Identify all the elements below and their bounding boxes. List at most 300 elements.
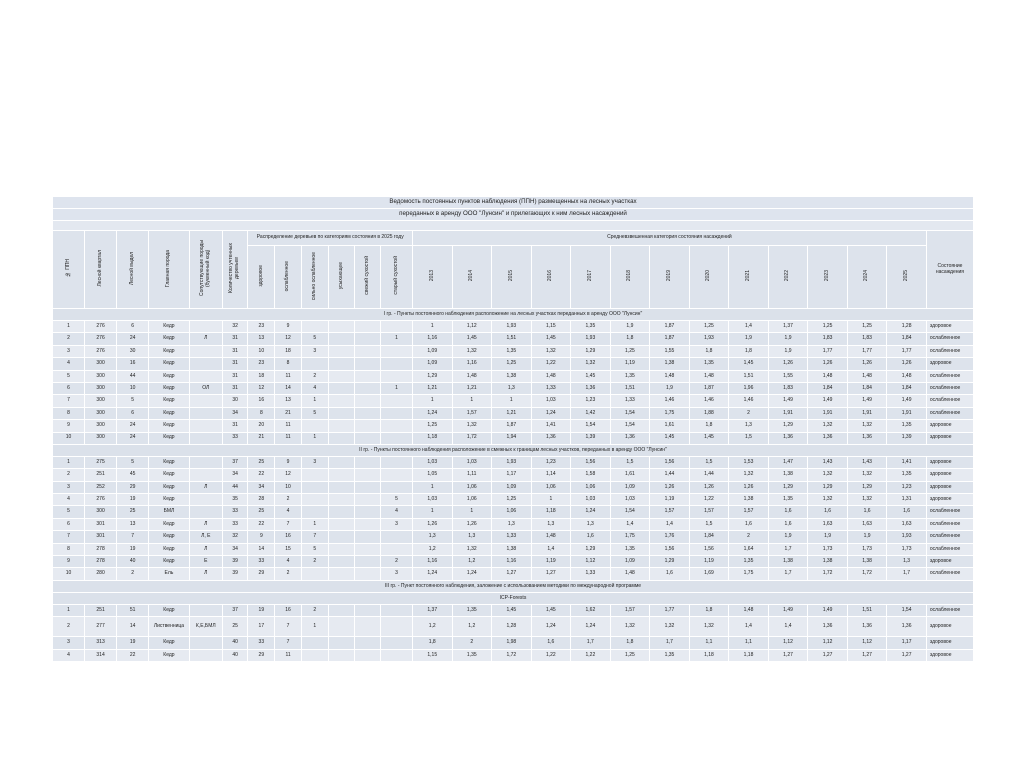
table-cell: [189, 456, 222, 468]
table-cell: 1,48: [452, 370, 492, 382]
table-cell: 1,3: [729, 420, 769, 432]
table-cell: 34: [248, 481, 275, 493]
table-cell: 314: [85, 649, 117, 661]
table-cell: 276: [85, 321, 117, 333]
table-cell: 33: [222, 518, 248, 530]
table-cell: 1,1: [729, 637, 769, 649]
table-cell: 1,09: [610, 556, 650, 568]
table-cell: 1,48: [689, 370, 729, 382]
table-cell: 1,83: [847, 333, 887, 345]
table-cell: 1,1: [689, 637, 729, 649]
table-cell: 4: [53, 358, 85, 370]
table-cell: [189, 506, 222, 518]
table-cell: ослабленное: [926, 531, 973, 543]
table-cell: 1,29: [571, 345, 611, 357]
table-cell: 1,24: [531, 617, 571, 637]
table-cell: 1,73: [847, 543, 887, 555]
table-cell: [189, 469, 222, 481]
table-cell: 1,06: [571, 481, 611, 493]
table-cell: 1,54: [610, 420, 650, 432]
table-cell: 1,47: [768, 456, 808, 468]
table-cell: 1,7: [887, 568, 927, 580]
table-cell: 1,94: [492, 432, 532, 444]
table-cell: 1,39: [571, 432, 611, 444]
table-cell: 301: [85, 518, 117, 530]
table-cell: 1,54: [610, 407, 650, 419]
table-cell: здоровое: [926, 358, 973, 370]
table-cell: 252: [85, 481, 117, 493]
table-cell: 1,36: [531, 432, 571, 444]
table-cell: 1,15: [412, 649, 452, 661]
table-cell: 1,06: [452, 494, 492, 506]
table-cell: здоровое: [926, 637, 973, 649]
header-year: 2025: [887, 246, 927, 309]
table-row: [53, 518, 974, 530]
table-cell: [189, 345, 222, 357]
table-cell: 1,46: [729, 395, 769, 407]
table-cell: 1,33: [492, 531, 532, 543]
table-cell: 1,24: [571, 617, 611, 637]
table-cell: 1,58: [571, 469, 611, 481]
table-cell: 1,63: [847, 518, 887, 530]
table-cell: [328, 321, 355, 333]
table-cell: 1,8: [689, 420, 729, 432]
table-cell: ослабленное: [926, 543, 973, 555]
table-cell: [355, 456, 381, 468]
table-cell: 7: [301, 531, 328, 543]
table-cell: Кедр: [149, 395, 190, 407]
table-cell: 13: [117, 518, 149, 530]
table-cell: 1,37: [412, 604, 452, 616]
table-cell: 1,6: [729, 518, 769, 530]
table-cell: 1,24: [412, 568, 452, 580]
table-cell: 9: [275, 321, 302, 333]
table-cell: 1,32: [452, 420, 492, 432]
table-cell: 301: [85, 531, 117, 543]
table-cell: Кедр: [149, 494, 190, 506]
table-cell: 30: [117, 345, 149, 357]
table-cell: 1,25: [492, 494, 532, 506]
table-cell: 19: [248, 604, 275, 616]
table-cell: 1,03: [452, 456, 492, 468]
table-cell: 1,2: [452, 556, 492, 568]
table-cell: 1,29: [571, 543, 611, 555]
header-category: свежий сухостой: [355, 246, 381, 309]
table-cell: 1,32: [847, 494, 887, 506]
table-cell: 31: [222, 420, 248, 432]
header-category: старый сухостой: [380, 246, 412, 309]
table-cell: 1,49: [887, 395, 927, 407]
table-cell: 1,19: [689, 556, 729, 568]
table-cell: 1,6: [768, 506, 808, 518]
table-cell: 1,21: [452, 382, 492, 394]
header-year: 2013: [412, 246, 452, 309]
table-cell: [328, 407, 355, 419]
table-row: [53, 456, 974, 468]
table-cell: 1,49: [768, 395, 808, 407]
table-cell: [328, 358, 355, 370]
table-cell: Кедр: [149, 518, 190, 530]
table-cell: 1,6: [650, 568, 690, 580]
table-cell: [355, 432, 381, 444]
table-cell: 1,96: [729, 382, 769, 394]
table-cell: 1: [301, 432, 328, 444]
header-condition: Состояние насаждения: [926, 231, 973, 309]
table-cell: 11: [275, 649, 302, 661]
table-cell: 1: [53, 456, 85, 468]
table-cell: 1,21: [492, 407, 532, 419]
table-cell: 1,69: [689, 568, 729, 580]
table-cell: [355, 345, 381, 357]
table-cell: [328, 469, 355, 481]
table-cell: 9: [248, 531, 275, 543]
table-cell: 1,35: [610, 370, 650, 382]
header-poroda: Главная порода: [149, 231, 190, 309]
table-cell: 1,24: [571, 506, 611, 518]
table-cell: 1,9: [610, 321, 650, 333]
table-cell: 1,38: [729, 494, 769, 506]
table-cell: 1,7: [650, 637, 690, 649]
table-row: [53, 370, 974, 382]
table-cell: 1,19: [531, 556, 571, 568]
table-cell: 9: [53, 420, 85, 432]
table-cell: 280: [85, 568, 117, 580]
table-cell: [328, 506, 355, 518]
table-cell: [380, 637, 412, 649]
table-cell: 18: [248, 370, 275, 382]
table-cell: 1,91: [768, 407, 808, 419]
table-cell: 1: [53, 604, 85, 616]
table-cell: 1,2: [452, 617, 492, 637]
table-cell: [328, 649, 355, 661]
table-cell: 1,17: [492, 469, 532, 481]
table-cell: [355, 469, 381, 481]
table-cell: 1: [301, 395, 328, 407]
table-cell: Ель: [149, 568, 190, 580]
table-cell: [301, 469, 328, 481]
table-cell: Кедр: [149, 649, 190, 661]
table-cell: 1,84: [689, 531, 729, 543]
table-cell: 1,26: [847, 358, 887, 370]
table-cell: [380, 358, 412, 370]
table-cell: 45: [117, 469, 149, 481]
table-cell: Кедр: [149, 420, 190, 432]
table-cell: 1,27: [768, 649, 808, 661]
table-cell: 2: [452, 637, 492, 649]
table-cell: 300: [85, 407, 117, 419]
table-cell: 1,36: [610, 432, 650, 444]
table-cell: 2: [275, 568, 302, 580]
table-cell: 1,77: [887, 345, 927, 357]
table-cell: 1,84: [808, 382, 848, 394]
table-cell: [380, 345, 412, 357]
table-row: [53, 382, 974, 394]
table-cell: Кедр: [149, 345, 190, 357]
table-cell: 2: [53, 617, 85, 637]
table-cell: 1,25: [689, 321, 729, 333]
table-cell: 1,7: [571, 637, 611, 649]
table-cell: [380, 481, 412, 493]
table-cell: 1,29: [768, 420, 808, 432]
table-cell: 8: [53, 407, 85, 419]
table-cell: 300: [85, 382, 117, 394]
table-cell: Кедр: [149, 358, 190, 370]
header-kvartal: Лесной квартал: [85, 231, 117, 309]
table-cell: [355, 382, 381, 394]
table-cell: 1,44: [689, 469, 729, 481]
table-cell: [301, 637, 328, 649]
table-cell: 1,43: [808, 456, 848, 468]
table-cell: 1,26: [689, 481, 729, 493]
table-cell: Кедр: [149, 321, 190, 333]
table-cell: 3: [380, 568, 412, 580]
table-cell: 31: [222, 370, 248, 382]
table-cell: 277: [85, 617, 117, 637]
table-cell: 1,3: [492, 518, 532, 530]
table-cell: 3: [53, 637, 85, 649]
table-cell: 1,36: [847, 432, 887, 444]
table-cell: [328, 333, 355, 345]
section-subtitle: ICP-Forests: [53, 592, 974, 604]
table-cell: 276: [85, 333, 117, 345]
table-cell: 4: [275, 556, 302, 568]
table-cell: 1,41: [531, 420, 571, 432]
table-cell: Кедр: [149, 469, 190, 481]
table-cell: 23: [248, 321, 275, 333]
table-cell: 1,33: [531, 382, 571, 394]
table-cell: [355, 494, 381, 506]
table-cell: 19: [117, 637, 149, 649]
table-cell: [355, 543, 381, 555]
table-cell: [380, 469, 412, 481]
table-cell: [189, 321, 222, 333]
table-cell: ослабленное: [926, 382, 973, 394]
table-cell: 1,29: [847, 481, 887, 493]
table-cell: 1,72: [808, 568, 848, 580]
table-cell: 13: [275, 395, 302, 407]
table-cell: 1: [531, 494, 571, 506]
table-cell: 20: [248, 420, 275, 432]
table-cell: 1,91: [887, 407, 927, 419]
table-cell: 17: [248, 617, 275, 637]
table-cell: 1,8: [729, 345, 769, 357]
table-cell: 1,12: [452, 321, 492, 333]
header-soput: Сопутствующие породы (буквенный код): [189, 231, 222, 309]
table-cell: 1,32: [452, 345, 492, 357]
table-cell: 1,73: [808, 543, 848, 555]
table-cell: 1,36: [847, 617, 887, 637]
table-cell: 25: [248, 456, 275, 468]
table-cell: 25: [117, 506, 149, 518]
table-cell: 1,11: [452, 469, 492, 481]
table-cell: 1,2: [412, 617, 452, 637]
table-cell: 7: [53, 395, 85, 407]
table-cell: 4: [275, 506, 302, 518]
table-cell: 1,8: [689, 604, 729, 616]
table-cell: 1,26: [729, 481, 769, 493]
table-cell: 1,32: [689, 617, 729, 637]
table-cell: 1,4: [610, 518, 650, 530]
spacer-row: [53, 221, 974, 231]
table-cell: 1,2: [412, 543, 452, 555]
table-cell: 1,3: [412, 531, 452, 543]
table-cell: 1,26: [768, 358, 808, 370]
table-cell: 1,45: [650, 432, 690, 444]
table-row: [53, 604, 974, 616]
header-year: 2018: [610, 246, 650, 309]
table-cell: [301, 321, 328, 333]
table-cell: [355, 370, 381, 382]
table-cell: 1,12: [768, 637, 808, 649]
table-cell: 31: [222, 382, 248, 394]
table-cell: 1,35: [689, 358, 729, 370]
table-cell: 1,77: [847, 345, 887, 357]
section-title: II гр. - Пункты постоянного наблюдения расположение в смежных к границам лесных участков, переданных в аренду ООО "Лунсин": [53, 444, 974, 456]
table-cell: [301, 568, 328, 580]
table-cell: 24: [117, 420, 149, 432]
table-cell: 19: [117, 494, 149, 506]
table-cell: 1,45: [492, 604, 532, 616]
table-cell: 2: [301, 370, 328, 382]
table-cell: 1,23: [531, 456, 571, 468]
table-cell: 1,27: [847, 649, 887, 661]
table-cell: 40: [222, 637, 248, 649]
table-cell: Кедр: [149, 407, 190, 419]
table-cell: [380, 432, 412, 444]
table-cell: 1: [301, 617, 328, 637]
table-cell: [189, 494, 222, 506]
table-cell: 1,23: [571, 395, 611, 407]
table-cell: 23: [248, 358, 275, 370]
table-cell: 1,6: [768, 518, 808, 530]
table-cell: 1,88: [689, 407, 729, 419]
table-cell: 44: [117, 370, 149, 382]
table-cell: 1,61: [650, 420, 690, 432]
table-cell: 1,09: [412, 358, 452, 370]
table-cell: 1,26: [887, 358, 927, 370]
table-cell: 1,32: [847, 420, 887, 432]
table-cell: 1,75: [650, 407, 690, 419]
table-cell: 1,05: [412, 469, 452, 481]
table-cell: 1,84: [887, 333, 927, 345]
table-cell: 1,63: [808, 518, 848, 530]
table-cell: [328, 370, 355, 382]
header-category: сильно ослабленное: [301, 246, 328, 309]
table-cell: [380, 395, 412, 407]
table-cell: 251: [85, 604, 117, 616]
table-cell: 3: [53, 345, 85, 357]
table-cell: [301, 358, 328, 370]
table-cell: 1,32: [610, 617, 650, 637]
table-cell: 1,72: [452, 432, 492, 444]
header-year: 2024: [847, 246, 887, 309]
table-cell: 1,3: [452, 531, 492, 543]
table-cell: 1,83: [768, 382, 808, 394]
table-cell: 1,8: [610, 637, 650, 649]
table-cell: 1,39: [887, 432, 927, 444]
table-cell: 6: [117, 407, 149, 419]
table-cell: 1,14: [531, 469, 571, 481]
table-cell: 16: [275, 604, 302, 616]
table-cell: Кедр: [149, 333, 190, 345]
table-row: [53, 556, 974, 568]
table-cell: 3: [301, 345, 328, 357]
table-cell: ослабленное: [926, 370, 973, 382]
table-cell: [380, 531, 412, 543]
table-cell: [355, 556, 381, 568]
table-cell: 1,93: [887, 531, 927, 543]
table-cell: 31: [222, 358, 248, 370]
table-cell: 300: [85, 420, 117, 432]
table-cell: Лиственница: [149, 617, 190, 637]
table-cell: ослабленное: [926, 568, 973, 580]
table-cell: Кедр: [149, 456, 190, 468]
table-cell: 1,03: [531, 395, 571, 407]
table-cell: 22: [117, 649, 149, 661]
table-cell: 10: [53, 568, 85, 580]
table-cell: 1,27: [887, 649, 927, 661]
table-cell: 1,76: [650, 531, 690, 543]
table-cell: 1,57: [650, 506, 690, 518]
table-cell: 1,9: [768, 345, 808, 357]
table-cell: 22: [248, 469, 275, 481]
table-cell: 1,4: [768, 617, 808, 637]
table-row: [53, 321, 974, 333]
table-cell: 1,03: [571, 494, 611, 506]
table-cell: [328, 568, 355, 580]
table-cell: здоровое: [926, 321, 973, 333]
table-cell: 29: [117, 481, 149, 493]
table-cell: 1,61: [610, 469, 650, 481]
table-cell: [189, 395, 222, 407]
table-cell: 19: [117, 543, 149, 555]
table-cell: 24: [117, 333, 149, 345]
title-line-2: переданных в аренду ООО "Лунсин" и прилегающих к ним лесных насаждений: [53, 209, 974, 221]
header-weighted-group: Средневзвешенная категория состояния насаждений: [412, 231, 926, 246]
table-cell: [301, 506, 328, 518]
table-cell: 1,36: [887, 617, 927, 637]
table-cell: 1,83: [808, 333, 848, 345]
table-cell: 7: [275, 518, 302, 530]
table-cell: 1,36: [808, 617, 848, 637]
table-cell: 8: [248, 407, 275, 419]
table-cell: 29: [248, 568, 275, 580]
header-category: ослабленное: [275, 246, 302, 309]
table-cell: 11: [275, 420, 302, 432]
table-cell: 1,48: [808, 370, 848, 382]
table-cell: 1,35: [887, 469, 927, 481]
table-cell: 6: [53, 382, 85, 394]
table-cell: 5: [301, 333, 328, 345]
table-cell: 10: [53, 432, 85, 444]
table-cell: 1,45: [531, 333, 571, 345]
table-cell: 10: [248, 345, 275, 357]
table-cell: 1,28: [492, 617, 532, 637]
table-cell: 1,55: [650, 345, 690, 357]
table-row: [53, 617, 974, 637]
header-category: усыхающее: [328, 246, 355, 309]
table-cell: 6: [53, 518, 85, 530]
table-cell: 16: [275, 531, 302, 543]
table-cell: 1,06: [492, 506, 532, 518]
table-cell: 1,8: [610, 333, 650, 345]
table-cell: Л: [189, 333, 222, 345]
table-cell: 1,51: [492, 333, 532, 345]
table-cell: 15: [275, 543, 302, 555]
table-cell: [380, 543, 412, 555]
table-cell: [380, 617, 412, 637]
table-cell: 1,56: [650, 456, 690, 468]
